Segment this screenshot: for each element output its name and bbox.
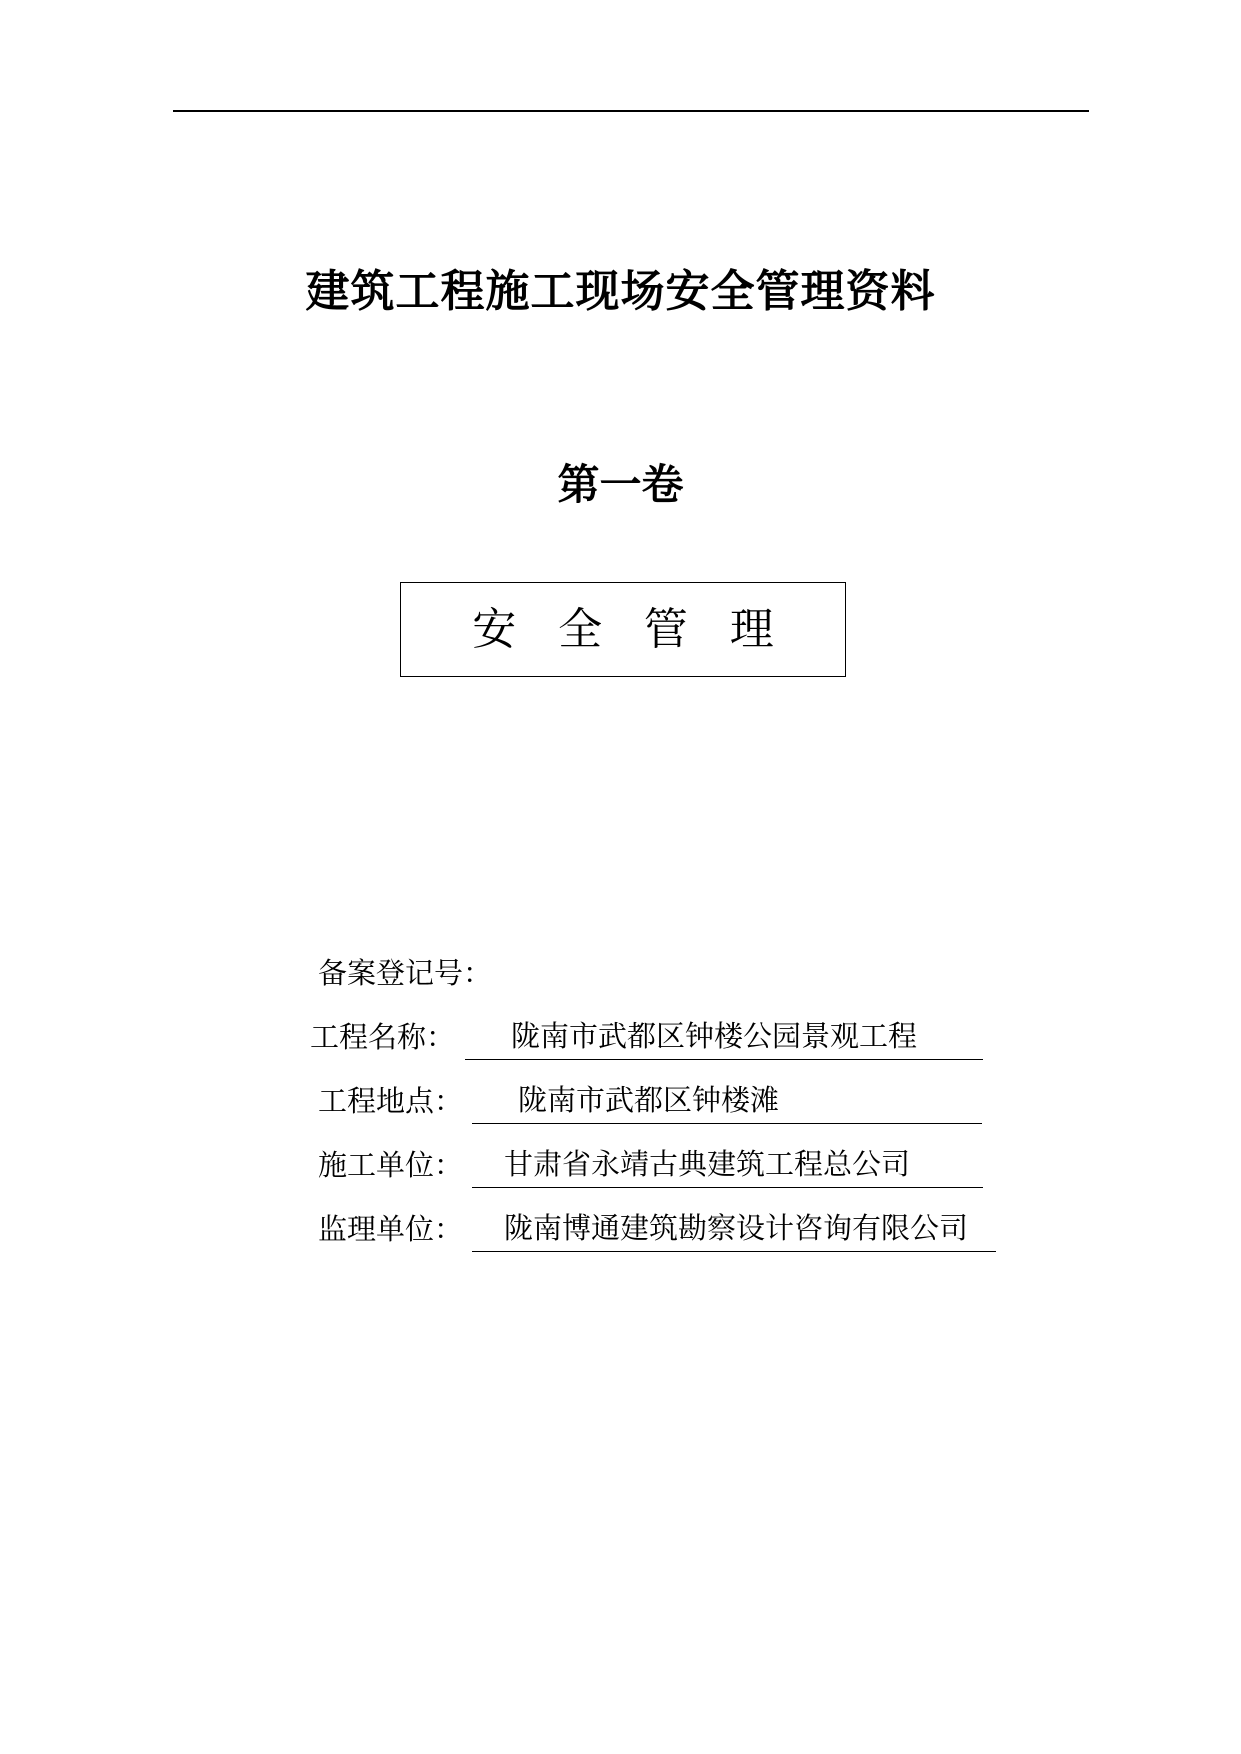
project-name-label: 工程名称： [310, 1020, 456, 1054]
supervision-unit-label: 监理单位： [318, 1212, 464, 1246]
section-title-box [400, 582, 846, 677]
construction-unit-label: 施工单位： [318, 1148, 464, 1182]
project-name-value: 陇南市武都区钟楼公园景观工程 [465, 1014, 983, 1060]
project-name-field [310, 1014, 918, 1060]
construction-unit-field [318, 1142, 911, 1188]
section-title: 安全管理 [472, 603, 816, 655]
project-location-label: 工程地点： [318, 1084, 464, 1118]
registration-number-field [318, 950, 492, 996]
supervision-unit-value: 陇南博通建筑勘察设计咨询有限公司 [472, 1206, 996, 1252]
supervision-unit-field [318, 1206, 969, 1252]
project-location-value: 陇南市武都区钟楼滩 [472, 1078, 982, 1124]
construction-unit-value: 甘肃省永靖古典建筑工程总公司 [472, 1142, 983, 1188]
project-location-field [318, 1078, 780, 1124]
volume-heading: 第一卷 [557, 460, 684, 509]
header-rule [173, 110, 1089, 112]
registration-number-label: 备案登记号： [318, 956, 493, 990]
document-title: 建筑工程施工现场安全管理资料 [305, 266, 936, 317]
